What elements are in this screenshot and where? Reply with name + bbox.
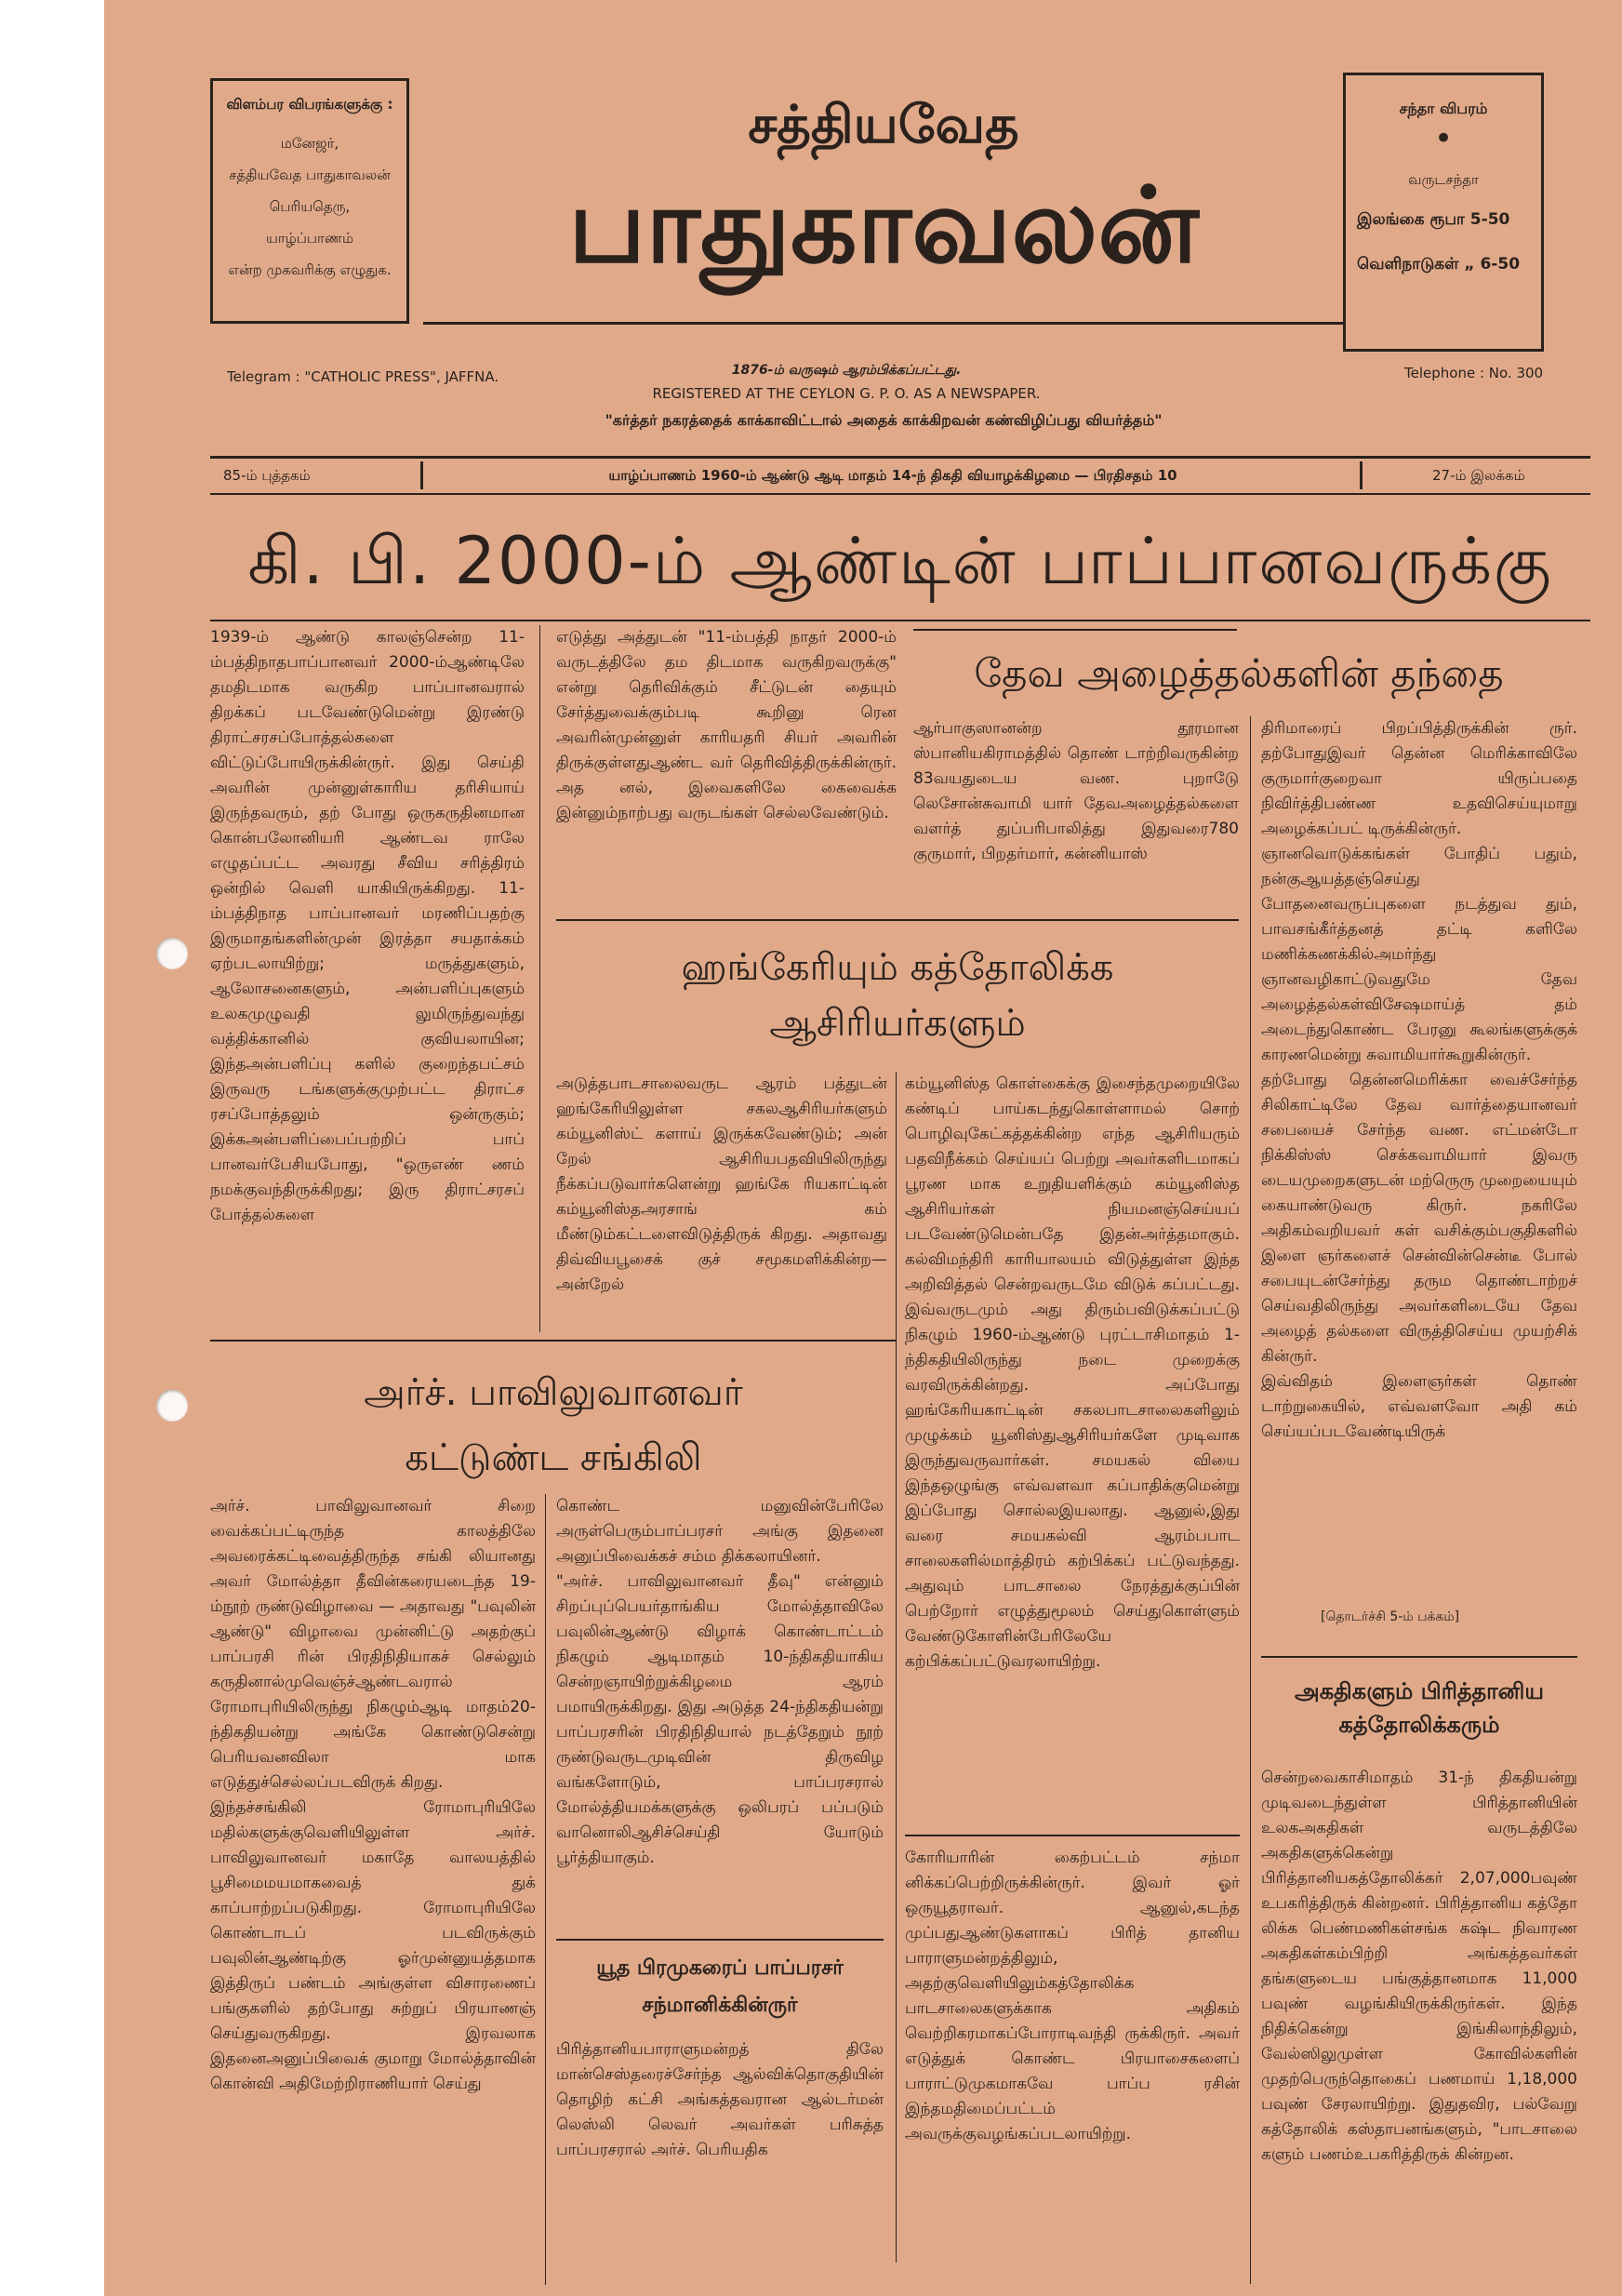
vocations-headline: தேவ அழைத்தல்களின் தந்தை bbox=[974, 650, 1504, 696]
dateline-divider-left bbox=[420, 461, 423, 489]
hungary-col2: கம்யூனிஸ்த கொள்கைக்கு இசைந்தமுறையிலே கண்டிப் பாய்கடந்துகொள்ளாமல் சொற் பொழிவுகேட்கத்தக்கின்ற எந்த ஆசிரியரும் பதவிநீக்கம் செய்யப் பெற்று அவர்களிடமாகப் பூரண மாக உறுதியளிக்கும் கம்யூனிஸ்த ஆசிரியர்கள் நியமனஞ்செய்யப் படவேண்டுமென்பதே இதன்அர்த்தமாகும். கல்விமந்திரி காரியாலயம் விடுத்துள்ள இந்த அறிவித்தல் சென்றவருடமே விடுக் கப்பட்டது. இவ்வருடமும் அது திரும்பவிடுக்கப்பட்டு நிகழும் 1960-ம்ஆண்டு புரட்டாசிமாதம் 1-ந்திகதியிலிருந்து நடை முறைக்கு வரவிருக்கின்றது. அப்போது ஹங்கேரியகாட்டின் சகலபாடசாலைகளிலும் முழுக்கம் யூனிஸ்துஆசிரியர்களே முடிவாக இருந்துவருவார்கள். சமயகல் வியை இந்தஒழுங்கு எவ்வளவா கப்பாதிக்குமென்று இப்போது சொல்லஇயலாது. ஆனுல்,இது வரை சமயகல்வி ஆரம்பபாட சாலைகளில்மாத்திரம் கற்பிக்கப் பட்டுவந்தது. அதுவும் பாடசாலை நேரத்துக்குப்பின் பெற்றோர் எழுத்துமூலம் செய்துகொள்ளும் வேண்டுகோளின்பேரிலேயே கற்பிக்கப்பட்டுவரலாயிற்று. bbox=[905, 1075, 1240, 1671]
column-divider-5 bbox=[1250, 1763, 1251, 2284]
chain-headline: அர்ச். பாவிலுவானவர் கட்டுண்ட சங்கிலி bbox=[364, 1371, 743, 1479]
address-box-lines: மனேஜர், சத்தியவேத பாதுகாவலன் பெரியதெரு, யாழ்ப்பாணம் என்ற முகவரிக்கு எழுதுக. bbox=[228, 135, 392, 278]
masthead-rule bbox=[423, 322, 1344, 325]
rate-abroad: வெளிநாடுகள் „ 6-50 bbox=[1357, 255, 1521, 274]
dateline-divider-right bbox=[1360, 461, 1363, 489]
punch-hole-top bbox=[156, 938, 188, 969]
punch-hole-bottom bbox=[156, 1390, 188, 1422]
korea-col: கோரியாரின் கைற்பட்டம் சந்மா னிக்கப்பெற்றிருக்கின்ருர். இவர் ஓர் ஒருயூதராவர். ஆனுல்,கடந்த முப்பதுஆண்டுகளாகப் பிரித் தானிய பாராளுமன்றத்திலும், அதற்குவெளியிலும்கத்தோலிக்க பாடசாலைகளுக்காக அதிகம் வெற்றிகரமாகப்போராடிவந்தி ருக்கிருர். அவர் எடுத்துக் கொண்ட பிரயாசைகளைப் பாராட்டுமுகமாகவே பாப்ப ரசின் இந்தமதிமைப்பட்டம் அவருக்குவழங்கப்படலாயிற்று. bbox=[905, 1849, 1240, 2143]
chain-col1: அர்ச். பாவிலுவானவர் சிறை வைக்கப்பட்டிருந்த காலத்திலே அவரைக்கட்டிவைத்திருந்த சங்கி லியானது அவர் மோல்த்தா தீவின்கரையடைந்த 19-ம்நூற் ருண்டுவிழாவை — அதாவது "பவுலின் ஆண்டு" விழாவை முன்னிட்டு அதற்குப் பாப்பரசி ரின் பிரதிநிதியாகச் செல்லும் கருதினால்முவெஞ்ச்ஆண்டவரால் ரோமாபுரியிலிருந்து நிகழும்ஆடி மாதம்20-ந்திகதியன்று அங்கே கொண்டுசென்று பெரியவனவிலா மாக எடுத்துச்செல்லப்படவிருக் கிறது. இந்தச்சங்கிலி ரோமாபுரியிலே மதில்களுக்குவெளியிலுள்ள அர்ச். பாவிலுவானவர் மகாதே வாலயத்தில் பூசிமைமயமாகவைத் துக் காப்பாற்றப்படுகிறது. ரோமாபுரியிலே கொண்டாடப் படவிருக்கும் பவுலின்ஆண்டிற்கு ஓர்முன்னுயத்தமாக இத்திருப் பண்டம் அங்குள்ள விசாரணைப் பங்குகளில் தற்போது சுற்றுப் பிரயாணஞ் செய்துவருகிறது. இரவலாக இதனைஅனுப்பிவைக் குமாறு மோல்த்தாவின் கொன்வி அதிமேற்றிராணியார் செய்து bbox=[210, 1497, 536, 2093]
main-headline: கி. பி. 2000-ம் ஆண்டின் பாப்பானவருக்கு bbox=[247, 523, 1553, 599]
korea-top-rule bbox=[905, 1835, 1240, 1836]
jewish-col1: பிரித்தானியபாராளுமன்றத் திலே மான்செஸ்தரைச்சேர்ந்த ஆல்விக்தொகுதியின் தொழிற் கட்சி அங்கத்தவரான ஆல்டர்மன் லெஸ்லி லெவர் அவர்கள் பரிசுத்த பாப்பரசரால் அர்ச். பெரியதிக bbox=[556, 2040, 884, 2159]
headline-rule bbox=[210, 620, 1590, 621]
lead-story-col2: எடுத்து அத்துடன் "11-ம்பத்தி நாதர் 2000-ம் வருடத்திலே தம திடமாக வருகிறவருக்கு" என்று தெரிவிக்கும் சீட்டுடன் தையும் சேர்த்துவைக்கும்படி கூறினு ரென அவரின்முன்னுள் காரியதரி சியர் அவரின் திருக்குள்ளதுஆண்ட வர் தெரிவித்திருக்கின்ருர். அத னல், இவைகளிலே கைவைக்க இன்னும்நாற்பது வருடங்கள் செல்லவேண்டும். bbox=[556, 628, 897, 822]
address-box-title: விளம்பர விபரங்களுக்கு : bbox=[226, 96, 393, 113]
britain-top-rule bbox=[1261, 1656, 1577, 1658]
column-divider-1 bbox=[539, 625, 540, 1332]
chain-top-rule bbox=[210, 1340, 897, 1342]
column-divider-4 bbox=[545, 1494, 546, 2285]
subscription-title: சந்தா விபரம் bbox=[1399, 100, 1488, 117]
volume-number: 85-ம் புத்தகம் bbox=[223, 467, 311, 484]
subscription-period: வருடசந்தா bbox=[1408, 171, 1479, 188]
issue-number: 27-ம் இலக்கம் bbox=[1432, 467, 1525, 484]
continuation-note: [தொடர்ச்சி 5-ம் பக்கம்] bbox=[1321, 1609, 1460, 1624]
britain-col: சென்றவைகாசிமாதம் 31-ந் திகதியன்று முடிவடைந்துள்ள பிரித்தானியின் உலகஅகதிகள் வருடத்திலே அகதிகளுக்கென்று பிரித்தானியகத்தோலிக்கர் 2,07,000பவுண் உபகரித்திருக் கின்றனர். பிரித்தானிய கத்தோ லிக்க பெண்மணிகள்சங்க கஷ்ட நிவாரண அகதிகள்கம்பிற்றி அங்கத்தவர்கள் தங்களுடைய பங்குத்தானமாக 11,000 பவுண் வழங்கியிருக்கிருர்கள். இந்த நிதிக்கென்று இங்கிலாந்திலும், வேல்ஸிலுமுள்ள கோவில்களின் முதற்பெருந்தொகைப் பணமாய் 1,18,000 பவுண் சேரலாயிற்று. இதுதவிர, பல்வேறு கத்தோலிக் கஸ்தாபனங்களும், "பாடசாலை களும் பணம்உபகரித்திருக் கின்றன. bbox=[1261, 1769, 1577, 2164]
column-divider-3 bbox=[1250, 716, 1251, 1763]
jewish-headline: யூத பிரமுகரைப் பாப்பரசர் சந்மானிக்கின்ருர் bbox=[596, 1956, 844, 2017]
newspaper-name-line1: சத்தியவேத bbox=[748, 95, 1019, 155]
newspaper-name-line2: பாதுகாவலன் bbox=[568, 166, 1199, 287]
vocations-top-rule bbox=[913, 629, 1237, 631]
vocations-col1: ஆர்பாகுஸானன்ற தூரமான ஸ்பானியகிராமத்தில் தொண் டாற்றிவருகின்ற 83வயதுடைய வண. புறாடுே லெசோன்சுவாமி யார் தேவஅழைத்தல்களை வளர்த் துப்பரிபாலித்து இதுவரை780 குருமார், பிறதர்மார், கன்னியாஸ் bbox=[913, 719, 1239, 863]
rate-ceylon: இலங்கை ரூபா 5-50 bbox=[1357, 210, 1510, 229]
hungary-col1: அடுத்தபாடசாலைவருட ஆரம் பத்துடன் ஹங்கேரியிலுள்ள சகலஆசிரியர்களும் கம்யூனிஸ்ட் களாய் இருக்கவேண்டும்; அன் றேல் ஆசிரியபதவியிலிருந்து நீக்கப்படுவார்களென்று ஹங்கே ரியகாட்டின் கம்யூனிஸ்தஅரசாங் கம் மீண்டும்கட்டளைவிடுத்திருக் கிறது. அதாவது திவ்வியபூசைக் குச் சமூகமளிக்கின்ற—அன்றேல் bbox=[556, 1075, 887, 1294]
dateline-rule-top bbox=[210, 456, 1590, 459]
bullet-dot: • bbox=[1433, 120, 1454, 157]
column-divider-2 bbox=[896, 1072, 897, 2263]
britain-headline: அகதிகளும் பிரித்தானிய கத்தோலிக்கரும் bbox=[1295, 1678, 1544, 1738]
subscription-box bbox=[1343, 73, 1544, 352]
established-line: 1876-ம் வருஷம் ஆரம்பிக்கப்பட்டது. bbox=[731, 363, 962, 378]
motto: "கர்த்தர் நகரத்தைக் காக்காவிட்டால் அதைக் காக்கிறவன் கண்விழிப்பது வியர்த்தம்" bbox=[605, 411, 1163, 429]
lead-story-col1: 1939-ம் ஆண்டு காலஞ்சென்ற 11-ம்பத்திநாதபாப்பானவர் 2000-ம்ஆண்டிலே தமதிடமாக வருகிற பாப்பானவரால் திறக்கப் படவேண்டுமென்று இரண்டு திராட்சரசப்போத்தல்களை விட்டுப்போயிருக்கின்ருர். இது செய்தி அவரின் முன்னுள்காரிய தரிசியாய் இருந்தவரும், தற் போது ஒருகருதினமான கொன்பலோனியரி ஆண்டவ ராலே எழுதப்பட்ட அவரது சீவிய சரித்திரம் ஒன்றில் வெளி யாகியிருக்கிறது. 11-ம்பத்திநாத பாப்பானவர் மரணிப்பதற்கு இருமாதங்களின்முன் இரத்தா சயதாக்கம் ஏற்படலாயிற்று; மருத்துகளும், ஆலோசனைகளும், அன்பளிப்புகளும் உலகமுழுவதி லுமிருந்துவந்து வத்திக்கானில் குவியலாயின; இந்தஅன்பளிப்பு களில் குறைந்தபட்சம் இருவரு டங்களுக்குமுற்பட்ட திராட்ச ரசப்போத்தலும் ஒன்ருகும்; இக்கஅன்பளிப்பைப்பற்றிப் பாப் பானவர்பேசியபோது, "ஒருஎண் ணம் நமக்குவந்திருக்கிறது; இரு திராட்சரசப் போத்தல்களை bbox=[210, 628, 525, 1224]
hungary-headline: ஹங்கேரியும் கத்தோலிக்க ஆசிரியர்களும் bbox=[681, 946, 1114, 1045]
chain-col2: கொண்ட மனுவின்பேரிலே அருள்பெரும்பாப்பரசர் அங்கு இதனை அனுப்பிவைக்கச் சம்ம திக்கலாயினர். "அர்ச். பாவிலுவானவர் தீவு" என்னும் சிறப்புப்பெயர்தாங்கிய மோல்த்தாவிலே பவுலின்ஆண்டு விழாக் கொண்டாட்டம் நிகழும் ஆடிமாதம் 10-ந்திகதியாகிய சென்றஞாயிற்றுக்கிழமை ஆரம் பமாயிருக்கிறது. இது அடுத்த 24-ந்திகதியன்று பாப்பரசரின் பிரதிநிதியால் நடத்தேறும் நூற் ருண்டுவருடமுடிவின் திருவிழ வங்களோடும், பாப்பரசரால் மோல்த்தியமக்களுக்கு ஒலிபரப் பப்படும் வானொலிஆசிச்செய்தி யோடும் பூர்த்தியாகும். bbox=[556, 1497, 884, 1867]
hungary-top-rule bbox=[556, 919, 1239, 921]
address-box bbox=[210, 78, 409, 324]
registered-line: REGISTERED AT THE CEYLON G. P. O. AS A NEWSPAPER. bbox=[652, 385, 1041, 402]
dateline-rule-bottom bbox=[210, 493, 1590, 495]
vocations-col2: திரிமாரைப் பிறப்பித்திருக்கின் ருர். தற்போதுஇவர் தென்ன மெரிக்காவிலே குருமார்குறைவா யிருப்பதை நிவிர்த்திபண்ண உதவிசெய்யுமாறு அழைக்கப்பட் டிருக்கின்ருர். ஞானவொடுக்கங்கள் போதிப் பதும், நன்குஆயத்தஞ்செய்து போதனைவருப்புகளை நடத்துவ தும், பாவசங்கீர்த்தனத் தட்டி களிலே மணிக்கணக்கில்அமர்ந்து ஞானவழிகாட்டுவதுமே தேவ அழைத்தல்கள்விசேஷமாய்த் தம் அடைந்துகொண்ட பேரனு கூலங்களுக்குக் காரணமென்று சுவாமியார்கூறுகின்ருர். தற்போது தென்னமெரிக்கா வைச்சேர்ந்த சிலிகாட்டிலே தேவ வார்த்தையானவர் சபையைச் சேர்ந்த வண. எட்மன்டோ நிக்கிஸ்ஸ் செக்கவாமியார் இவரு டையமுறைகளுடன் மற்ருெரு முறையையும் கையாண்டுவரு கிருர். நகரிலே அதிகம்வறியவர் கள் வசிக்கும்பகுதிகளில் இளை ஞர்களைச் சென்வின்சென்டீ போல் சபையுடன்சேர்ந்து தரும தொண்டாற்றச் செய்வதிலிருந்து அவர்களிடையே தேவ அழைத் தல்களை விருத்திசெய்ய முயற்சிக் கின்ருர். இவ்விதம் இளைஞர்கள் தொண் டாற்றுகையில், எவ்வளவோ அதி கம் செய்யப்படவேண்டியிருக் bbox=[1261, 719, 1577, 1441]
telegram-address: Telegram : "CATHOLIC PRESS", JAFFNA. bbox=[227, 368, 499, 385]
telephone-number: Telephone : No. 300 bbox=[1404, 365, 1544, 381]
jewish-top-rule bbox=[556, 1939, 884, 1941]
issue-date: யாழ்ப்பாணம் 1960-ம் ஆண்டு ஆடி மாதம் 14-ந் திகதி வியாழக்கிழமை — பிரதிசதம் 10 bbox=[608, 467, 1177, 484]
